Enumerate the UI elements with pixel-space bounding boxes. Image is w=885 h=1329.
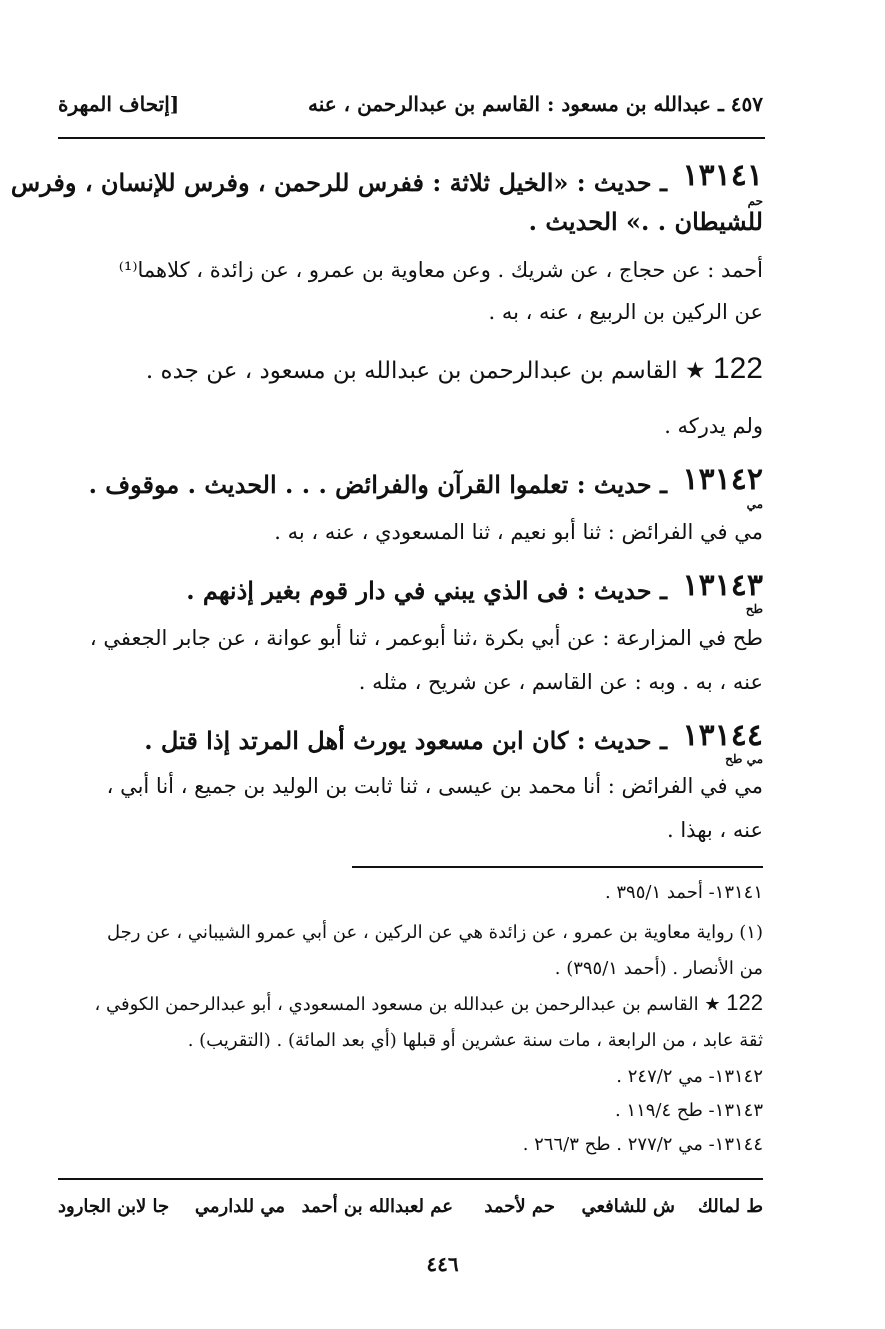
hadith-number-13141: ١٣١٤١ (682, 158, 763, 193)
hadith-number-13144: ١٣١٤٤ (682, 718, 763, 753)
footnote-narrator-text: القاسم بن عبدالرحمن بن عبدالله بن مسعود المسعودي ، أبو عبدالرحمن الكوفي ، (94, 994, 699, 1015)
footnote-narrator-line2: ثقة عابد ، من الرابعة ، مات سنة عشرين أو قبلها (أي بعد المائة) . (التقريب) . (187, 1030, 763, 1051)
footnote-13144: ١٣١٤٤- مي ٢٧٧/٢ . طح ٢٦٦/٣ . (522, 1134, 763, 1155)
footnote-1-line1: (١) رواية معاوية بن عمرو ، عن زائدة هي عن الركين ، عن أبي عمرو الشيباني ، عن رجل (107, 922, 763, 943)
footnote-narrator-line1 (94, 990, 763, 1016)
legend-item-shafii: ش للشافعي (581, 1196, 675, 1217)
legend-item-abdullah: عم لعبدالله بن أحمد (301, 1196, 453, 1217)
header-divider (58, 137, 765, 139)
source-mark-13143: طح (745, 602, 763, 616)
isnad-13143-line1: طح في المزارعة : عن أبي بكرة ،ثنا أبوعمر ، ثنا أبو عوانة ، عن جابر الجعفي ، (89, 626, 763, 650)
footnote-1-line2: من الأنصار . (أحمد ٣٩٥/١) . (554, 958, 763, 979)
legend-item-ahmad: حم لأحمد (484, 1196, 555, 1217)
book-title-header: [إتحاف المهرة (58, 92, 180, 116)
hadith-number-13142: ١٣١٤٢ (682, 462, 763, 497)
footnote-13141: ١٣١٤١- أحمد ٣٩٥/١ . (604, 882, 763, 903)
footnote-13143: ١٣١٤٣- طح ١١٩/٤ . (614, 1100, 763, 1121)
footnote-13142: ١٣١٤٢- مي ٢٤٧/٢ . (616, 1066, 763, 1087)
legend-divider (58, 1178, 763, 1180)
hadith-text-13141: ـ حديث : «الخيل ثلاثة : ففرس للرحمن ، وفرس للإنسان ، وفرس (10, 168, 667, 197)
legend-item-malik: ط لمالك (698, 1196, 763, 1217)
hadith-text-13142: ـ حديث : تعلموا القرآن والفرائض . . . الحديث . موقوف . (88, 470, 667, 499)
hadith-number-13143: ١٣١٤٣ (682, 568, 763, 603)
source-mark-13142: مي (746, 497, 763, 511)
narrator-name: القاسم بن عبدالرحمن بن عبدالله بن مسعود ، عن جده . (145, 358, 678, 384)
isnad-13141-line2: عن الركين بن الربيع ، عنه ، به . (488, 300, 763, 324)
source-mark-13144: مي طح (725, 752, 763, 766)
star-icon: ★ (704, 994, 721, 1015)
narrator-note: ولم يدركه . (664, 414, 763, 438)
narrator-heading (146, 352, 763, 386)
hadith-text-13141-cont: للشيطان . .» الحديث . (528, 207, 763, 236)
star-icon: ★ (685, 358, 706, 384)
isnad-13141-line1: أحمد : عن حجاج ، عن شريك . وعن معاوية بن عمرو ، عن زائدة ، كلاهما⁽¹⁾ (118, 258, 763, 282)
source-mark-13141: حم (747, 194, 763, 208)
narrator-number: 122 (712, 352, 763, 385)
legend-item-darimi: مي للدارمي (194, 1196, 285, 1217)
legend-item-jarud: جا لابن الجارود (58, 1196, 170, 1217)
chapter-header: ٤٥٧ ـ عبدالله بن مسعود : القاسم بن عبدالرحمن ، عنه (308, 92, 763, 116)
isnad-13142-line1: مي في الفرائض : ثنا أبو نعيم ، ثنا المسعودي ، عنه ، به . (274, 520, 763, 544)
isnad-13143-line2: عنه ، به . وبه : عن القاسم ، عن شريح ، مثله . (358, 670, 763, 694)
footnote-narrator-number: 122 (726, 990, 763, 1015)
isnad-13144-line1: مي في الفرائض : أنا محمد بن عيسى ، ثنا ثابت بن الوليد بن جميع ، أنا أبي ، (106, 774, 763, 798)
hadith-text-13144: ـ حديث : كان ابن مسعود يورث أهل المرتد إذا قتل . (144, 726, 667, 755)
page-number: ٤٤٦ (426, 1252, 459, 1276)
isnad-13144-line2: عنه ، بهذا . (667, 818, 763, 842)
footnote-divider (352, 866, 763, 868)
hadith-text-13143: ـ حديث : فى الذي يبني في دار قوم بغير إذنهم . (186, 576, 667, 605)
